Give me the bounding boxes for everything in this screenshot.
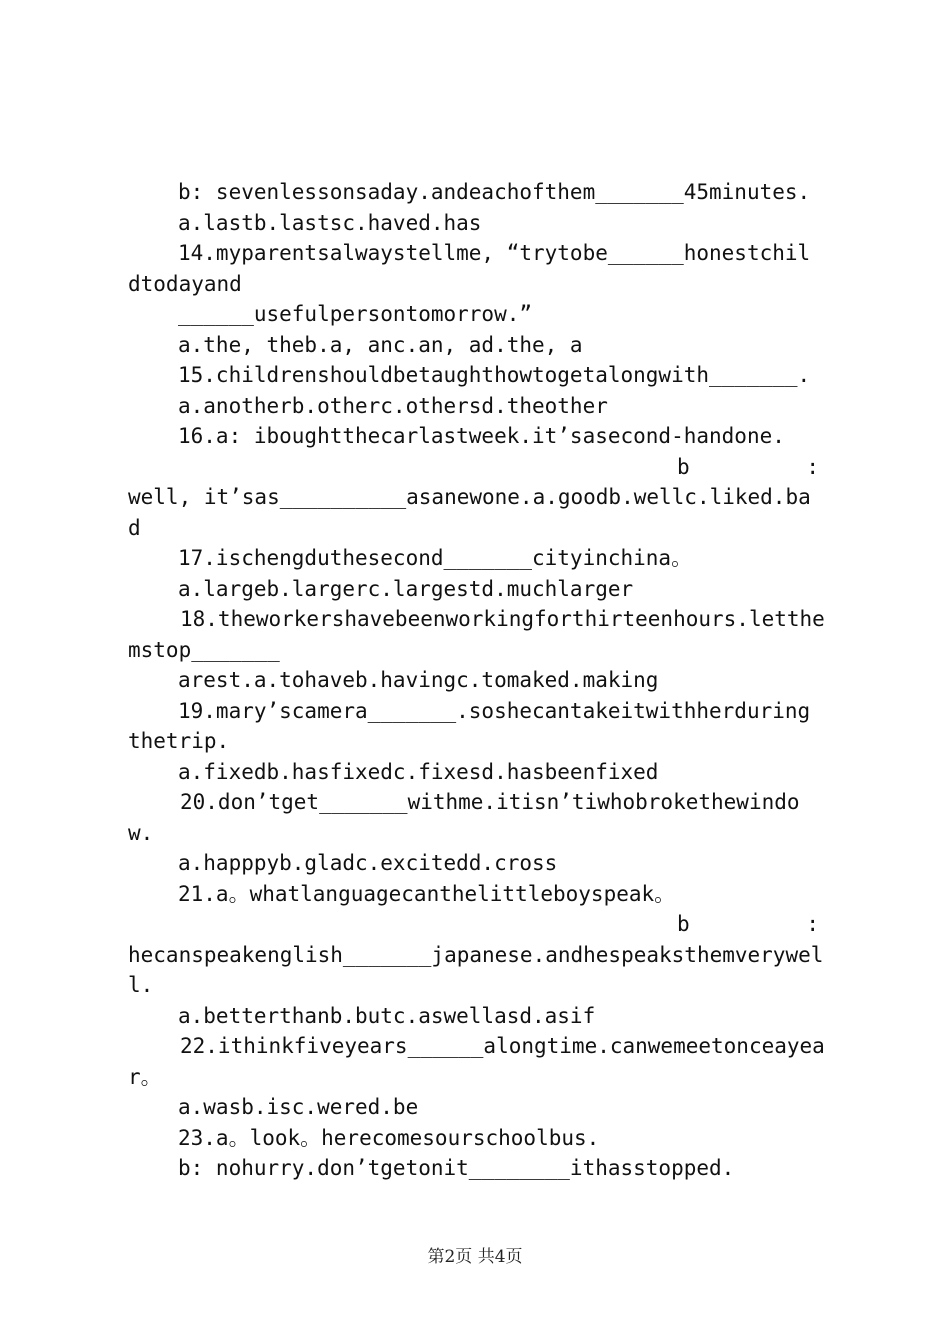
options-22: a.wasb.isc.wered.be bbox=[178, 1095, 419, 1119]
options-15: a.anotherb.otherc.othersd.theother bbox=[178, 393, 608, 418]
options-17: a.largeb.largerc.largestd.muchlarger bbox=[178, 576, 634, 601]
options-18: arest.a.tohaveb.havingc.tomaked.making bbox=[178, 668, 659, 692]
question-19: 19.mary’scamera_______.soshecantakeitwithherduring bbox=[178, 698, 811, 723]
page-number-footer: 第2页 共4页 bbox=[427, 1247, 523, 1267]
question-22: 22.ithinkfiveyears______alongtime.canwemeetonceayea bbox=[180, 1034, 825, 1058]
options-21: a.betterthanb.butc.aswellasd.asif bbox=[178, 1003, 596, 1028]
options-19: a.fixedb.hasfixedc.fixesd.hasbeenfixed bbox=[178, 759, 659, 784]
text-line: r。 bbox=[128, 1064, 162, 1089]
text-line: b: sevenlessonsaday.andeachofthem_______45minutes. bbox=[178, 180, 811, 204]
text-line: dtodayand bbox=[128, 271, 242, 296]
question-21: 21.a。whatlanguagecanthelittleboyspeak。 bbox=[178, 881, 676, 906]
document-body bbox=[128, 177, 833, 1184]
text-line: d bbox=[128, 515, 141, 540]
text-line: mstop_______ bbox=[128, 637, 280, 662]
options-14: a.the, theb.a, anc.an, ad.the, a bbox=[178, 332, 583, 357]
question-18: 18.theworkershavebeenworkingforthirteenhours.letthe bbox=[180, 607, 825, 631]
speaker-label: b bbox=[677, 454, 690, 479]
text-line: thetrip. bbox=[128, 729, 230, 753]
question-20: 20.don’tget_______withme.itisn’tiwhobrokethewindo bbox=[180, 790, 800, 814]
question-15: 15.childrenshouldbetaughthowtogetalongwith_______. bbox=[178, 363, 811, 387]
colon: : bbox=[806, 912, 819, 936]
text-line: l. bbox=[128, 973, 154, 997]
text-line: a.lastb.lastsc.haved.has bbox=[178, 210, 482, 235]
speaker-line bbox=[128, 452, 833, 483]
speaker-line bbox=[128, 909, 833, 940]
text-line: hecanspeakenglish_______japanese.andhespeaksthemverywel bbox=[128, 942, 824, 967]
text-line: w. bbox=[128, 820, 154, 845]
text-line: b: nohurry.don’tgetonit________ithasstopped. bbox=[178, 1156, 735, 1180]
question-17: 17.ischengduthesecond_______cityinchina。 bbox=[178, 546, 693, 570]
colon: : bbox=[806, 454, 819, 479]
question-16: 16.a: iboughtthecarlastweek.it’sasecond-handone. bbox=[178, 424, 785, 448]
question-14: 14.myparentsalwaystellme, “trytobe______honestchil bbox=[178, 241, 811, 265]
text-line: ______usefulpersontomorrow.” bbox=[178, 302, 533, 326]
options-20: a.happpyb.gladc.excitedd.cross bbox=[178, 851, 558, 875]
text-line: well, it’sas__________asanewone.a.goodb.wellc.liked.ba bbox=[128, 485, 811, 509]
speaker-label: b bbox=[677, 912, 690, 936]
question-23: 23.a。look。herecomesourschoolbus. bbox=[178, 1125, 600, 1150]
